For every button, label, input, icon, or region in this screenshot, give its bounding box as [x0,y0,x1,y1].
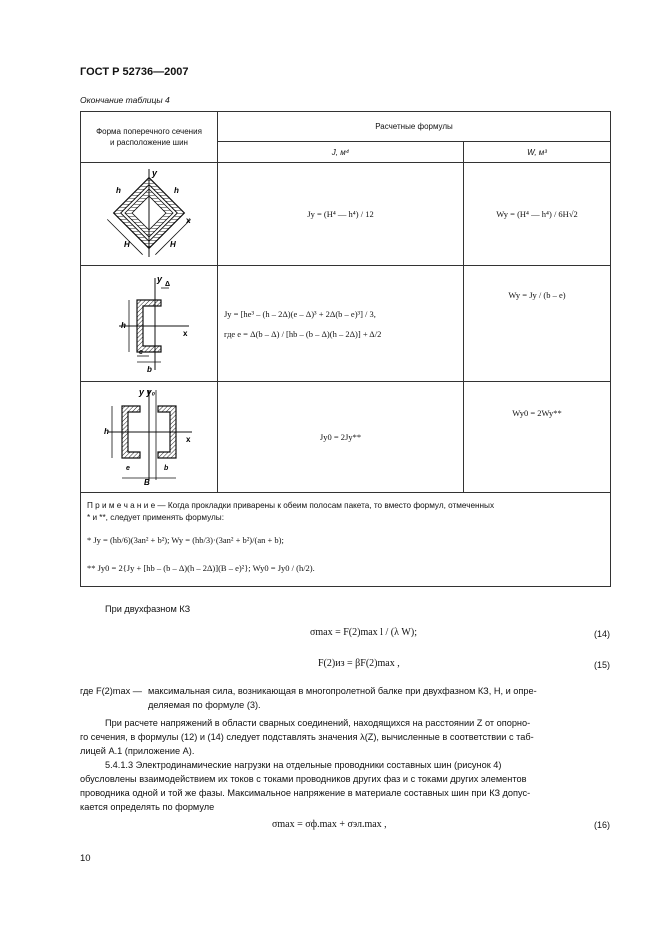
channel-section-figure [99,270,199,376]
paragraph-1-line-1: При расчете напряжений в области сварных соединений, находящихся на расстоянии Z от опорно- [105,718,531,728]
paragraph-1-line-2: го сечения, в формулы (12) и (14) следует подставлять значения λ(Z), вычисленные в соответствии с таб- [80,732,534,742]
svg-text:x: x [186,435,191,444]
equation-16-number: (16) [594,820,611,830]
svg-text:e: e [139,348,143,356]
page-number: 10 [80,853,91,864]
table-row [81,163,611,266]
svg-text:y: y [157,273,163,284]
svg-text:h: h [104,427,109,436]
equation-16: σmax = σф.max + σэл.max , [272,819,387,830]
svg-text:h: h [121,320,126,330]
svg-text:y y₀: y y₀ [139,387,156,397]
equation-15-number: (15) [594,660,611,670]
svg-text:e: e [126,465,130,472]
diamond-section-figure [94,165,204,261]
col-header-j: J, м⁴ [218,142,464,163]
svg-text:B: B [144,478,150,486]
table-row [81,266,611,382]
svg-text:x: x [183,328,188,338]
col-header-shape: Форма поперечного сечения и расположение шин [81,112,218,163]
svg-text:b: b [147,364,152,374]
paragraph-2-line-2: обусловлены взаимодействием их токов с токами проводников других фаз и с токами других элементов [80,774,527,784]
double-channel-figure [94,386,204,486]
table-caption: Окончание таблицы 4 [80,95,170,105]
paragraph-2-line-3: проводника одной и той же фазы. Максимальное напряжение в материале составных шин при КЗ допус- [80,788,531,798]
svg-text:b: b [164,465,169,472]
table-4 [80,111,611,587]
row2-j-formula: Jy = [he³ – (h – 2Δ)(e – Δ)³ + 2Δ(b – e)³] / 3, где e = Δ(b – Δ) / [hb – (b – Δ)(h – 2Δ)] + Δ/2 [218,266,464,382]
row3-j-formula: Jy0 = 2Jy** [218,382,464,493]
equation-14-number: (14) [594,629,611,639]
svg-text:h: h [174,186,179,195]
svg-text:H: H [170,240,176,249]
svg-text:h: h [116,186,121,195]
where-line-1: максимальная сила, возникающая в многопролетной балке при двухфазном КЗ, Н, и опре- [148,686,537,696]
equation-15: F(2)из = βF(2)max , [318,658,400,669]
paragraph-2-line-1: 5.4.1.3 Электродинамические нагрузки на отдельные проводники составных шин (рисунок 4) [105,760,502,770]
page-header: ГОСТ Р 52736—2007 [80,66,189,78]
where-line-2: деляемая по формуле (3). [148,700,261,710]
equation-14: σmax = F(2)max l / (λ W); [310,627,417,638]
svg-text:Δ: Δ [165,280,171,288]
where-symbol: где F(2)max — [80,686,142,696]
paragraph-2-line-4: кается определять по формуле [80,802,215,812]
row2-w-formula: Wy = Jy / (b – e) [464,266,611,382]
col-header-formulas: Расчетные формулы [218,112,611,142]
col-header-w: W, м³ [464,142,611,163]
table-note: П р и м е ч а н и е — Когда прокладки приварены к обеим полосам пакета, то вместо формул, отмеченных * и **, следует применять формулы: * Jy = (hb/6)(3an² + b²); Wy = (hb/3)·(3an² + b²)/(an + b); ** Jy0 = 2{Jy + [hb – (b – Δ)(h – 2Δ)](B – e)²}; Wy0 = Jy0 / (h/2). [81,493,611,587]
table-row [81,382,611,493]
row3-w-formula: Wy0 = 2Wy** [464,382,611,493]
two-phase-heading: При двухфазном КЗ [105,604,191,614]
svg-text:y: y [152,168,158,178]
row1-j-formula: Jy = (H⁴ — h⁴) / 12 [218,163,464,266]
svg-text:x: x [186,216,191,225]
paragraph-1-line-3: лицей А.1 (приложение А). [80,746,195,756]
svg-text:H: H [124,240,130,249]
row1-w-formula: Wy = (H⁴ — h⁴) / 6H√2 [464,163,611,266]
